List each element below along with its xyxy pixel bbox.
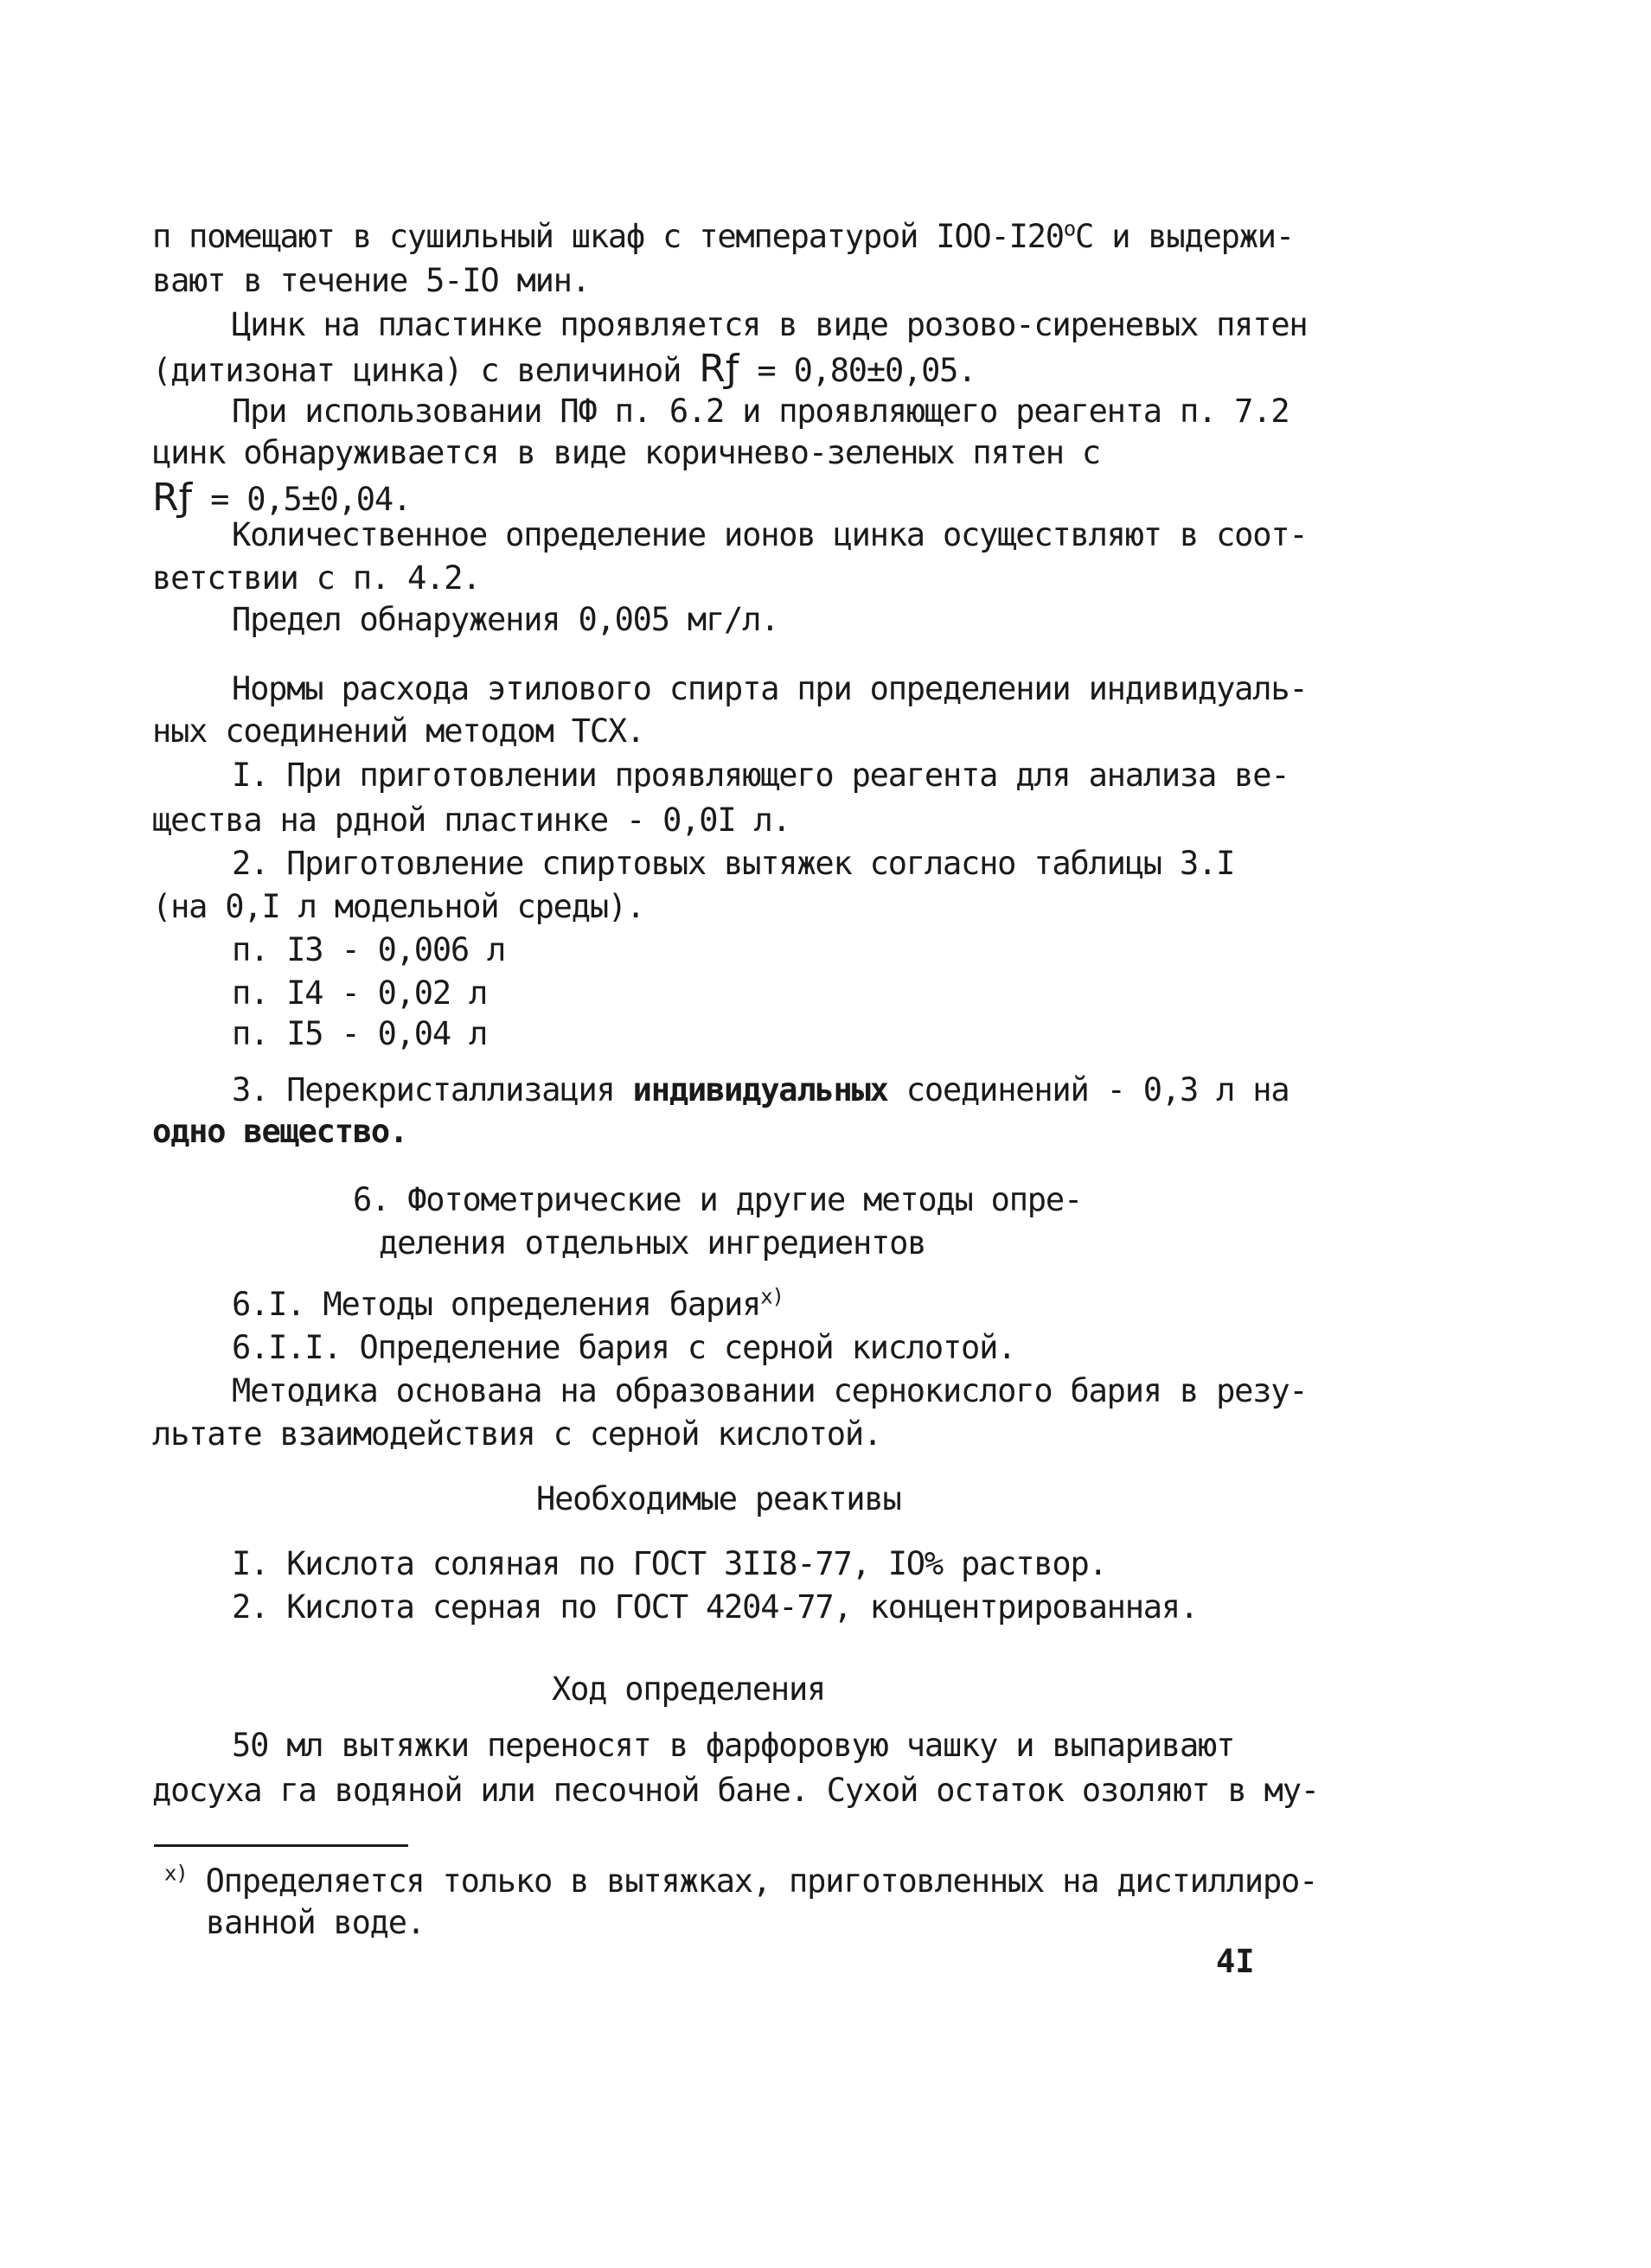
- footnote-marker: x): [164, 1861, 188, 1886]
- norms-sub-item: п. I4 - 0,02 л: [232, 974, 488, 1012]
- rf-symbol: Rƒ: [152, 476, 193, 520]
- procedure-line-2: досуха га водяной или песочной бане. Сухой остаток озоляют в му-: [152, 1772, 1319, 1809]
- procedure-line-1: 50 мл вытяжки переносят в фарфоровую чашку и выпаривают: [232, 1727, 1235, 1764]
- norms-line-1: Нормы расхода этилового спирта при определении индивидуаль-: [232, 670, 1308, 707]
- footnote-marker: x): [760, 1284, 784, 1309]
- drying-line-1: п помещают в сушильный шкаф с температурой IOO-$I20^оС$ и выдержи-: [152, 216, 1294, 255]
- footnote-line-2: ванной воде.: [206, 1904, 425, 1941]
- method-line-2: льтате взаимодействия с серной кислотой.: [152, 1415, 882, 1453]
- pf-line-3: Rƒ = 0,5±0,04.: [152, 476, 411, 520]
- norms-item-3-line-2: одно вещество.: [152, 1113, 408, 1150]
- norms-item-1-line-1: I. При приготовлении проявляющего реагента для анализа ве-: [232, 757, 1289, 794]
- norms-item-2-line-1: 2. Приготовление спиртовых вытяжек согласно таблицы 3.I: [232, 845, 1235, 882]
- zinc-line-1: Цинк на пластинке проявляется в виде розово-сиреневых пятен: [232, 306, 1308, 343]
- pf-line-1: При использовании ПФ п. 6.2 и проявляющего реагента п. 7.2: [232, 393, 1289, 430]
- zinc-line-2: (дитизонат цинка) с величиной Rƒ = 0,80±0,05.: [152, 347, 976, 391]
- page-number: 4I: [1216, 1943, 1255, 1980]
- norms-item-3-line-1: 3. Перекристаллизация индивидуальных соединений - 0,3 л на: [232, 1071, 1289, 1108]
- pf-line-2: цинк обнаруживается в виде коричнево-зеленых пятен с: [152, 434, 1100, 471]
- quant-line-2: ветствии с п. 4.2.: [152, 559, 481, 597]
- reagents-heading: Необходимые реактивы: [536, 1480, 901, 1517]
- section-6-heading-line-2: деления отдельных ингредиентов: [379, 1224, 926, 1262]
- norms-item-2-line-2: (на 0,I л модельной среды).: [152, 888, 645, 925]
- rf-symbol: Rƒ: [699, 347, 739, 391]
- procedure-heading: Ход определения: [552, 1671, 826, 1708]
- subsection-6-1-1: 6.I.I. Определение бария с серной кислотой.: [232, 1329, 1016, 1366]
- norms-line-2: ных соединений методом ТСХ.: [152, 712, 645, 750]
- drying-line-2: вают в течение 5-IO мин.: [152, 262, 590, 299]
- section-6-heading-line-1: 6. Фотометрические и другие методы опре-: [353, 1181, 1083, 1218]
- method-line-1: Методика основана на образовании сернокислого бария в резу-: [232, 1372, 1308, 1409]
- footnote-line-1: $^{x)}$ Определяется только в вытяжках, приготовленных на дистиллиро-: [164, 1861, 1318, 1900]
- detection-limit: Предел обнаружения 0,005 мг/л.: [232, 601, 779, 638]
- subsection-6-1: 6.I. Методы определения бария$^{x)}$: [232, 1284, 784, 1323]
- reagent-item: 2. Кислота серная по ГОСТ 4204-77, концентрированная.: [232, 1588, 1199, 1626]
- quant-line-1: Количественное определение ионов цинка осуществляют в соот-: [232, 516, 1308, 553]
- norms-sub-item: п. I5 - 0,04 л: [232, 1015, 488, 1052]
- norms-item-1-line-2: щества на рдной пластинке - 0,0I л.: [152, 802, 790, 839]
- norms-sub-item: п. I3 - 0,006 л: [232, 931, 506, 968]
- reagent-item: I. Кислота соляная по ГОСТ 3II8-77, IO% раствор.: [232, 1545, 1107, 1582]
- footnote-separator: [154, 1844, 408, 1847]
